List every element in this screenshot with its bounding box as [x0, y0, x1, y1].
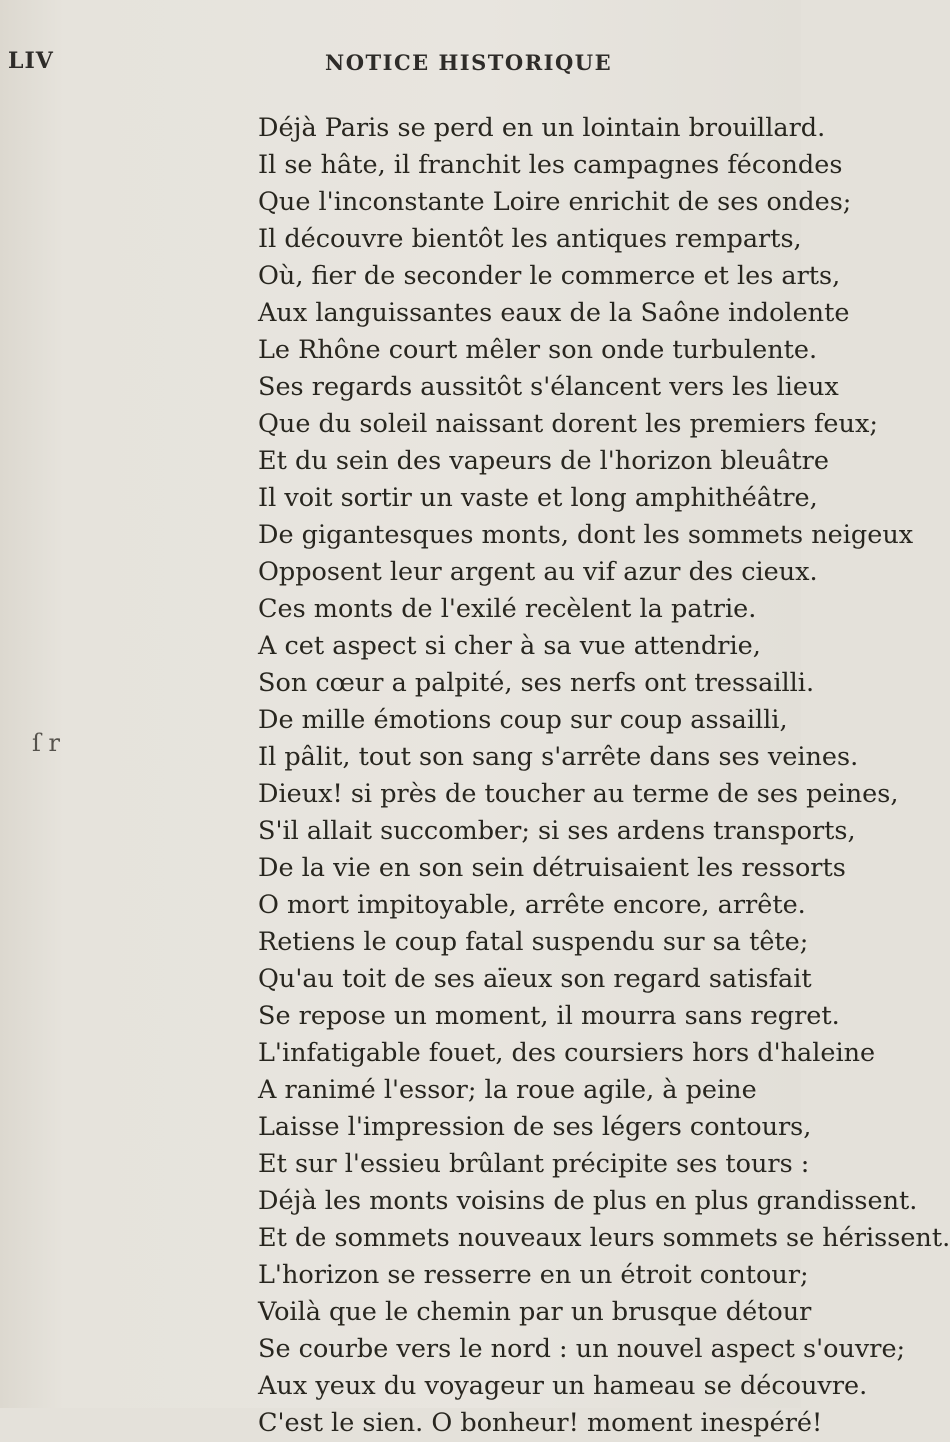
poem-text: [258, 110, 950, 1442]
poem-line: Son cœur a palpité, ses nerfs ont tressailli.: [258, 668, 815, 698]
poem-line: Et de sommets nouveaux leurs sommets se hérissent.: [258, 1223, 950, 1253]
poem-line: Déjà les monts voisins de plus en plus grandissent.: [258, 1186, 918, 1216]
poem-line: S'il allait succomber; si ses ardens transports,: [258, 816, 856, 846]
margin-annotation: ſ r: [32, 729, 60, 757]
poem-line: Opposent leur argent au vif azur des cieux.: [258, 557, 818, 587]
poem-line: Retiens le coup fatal suspendu sur sa tête;: [258, 927, 809, 957]
poem-line: Que l'inconstante Loire enrichit de ses ondes;: [258, 187, 852, 217]
poem-line: De mille émotions coup sur coup assailli,: [258, 705, 788, 735]
poem-line: De la vie en son sein détruisaient les ressorts: [258, 853, 846, 883]
page-number: LIV: [8, 48, 54, 74]
poem-line: Aux languissantes eaux de la Saône indolente: [258, 298, 850, 328]
poem-line: A cet aspect si cher à sa vue attendrie,: [258, 631, 761, 661]
poem-line: L'horizon se resserre en un étroit contour;: [258, 1260, 809, 1290]
poem-line: A ranimé l'essor; la roue agile, à peine: [258, 1075, 757, 1105]
poem-line: Se courbe vers le nord : un nouvel aspect s'ouvre;: [258, 1334, 906, 1364]
poem-line: Le Rhône court mêler son onde turbulente.: [258, 335, 818, 365]
running-head: NOTICE HISTORIQUE: [325, 50, 613, 75]
poem-line: O mort impitoyable, arrête encore, arrête.: [258, 890, 806, 920]
poem-line: Ces monts de l'exilé recèlent la patrie.: [258, 594, 757, 624]
poem-line: Il pâlit, tout son sang s'arrête dans ses veines.: [258, 742, 859, 772]
poem-line: Aux yeux du voyageur un hameau se découvre.: [258, 1371, 868, 1401]
poem-line: De gigantesques monts, dont les sommets neigeux: [258, 520, 914, 550]
poem-line: C'est le sien. O bonheur! moment inespéré!: [258, 1408, 823, 1438]
poem-line: Se repose un moment, il mourra sans regret.: [258, 1001, 840, 1031]
poem-line: Il découvre bientôt les antiques remparts,: [258, 224, 802, 254]
poem-line: Laisse l'impression de ses légers contours,: [258, 1112, 812, 1142]
poem-line: L'infatigable fouet, des coursiers hors d'haleine: [258, 1038, 876, 1068]
poem-line: Voilà que le chemin par un brusque détour: [258, 1297, 812, 1327]
poem-line: Déjà Paris se perd en un lointain brouillard.: [258, 113, 826, 143]
poem-line: Il voit sortir un vaste et long amphithéâtre,: [258, 483, 818, 513]
poem-line: Ses regards aussitôt s'élancent vers les lieux: [258, 372, 839, 402]
poem-line: Et sur l'essieu brûlant précipite ses tours :: [258, 1149, 810, 1179]
poem-line: Que du soleil naissant dorent les premiers feux;: [258, 409, 878, 439]
poem-line: Où, fier de seconder le commerce et les arts,: [258, 261, 841, 291]
poem-line: Qu'au toit de ses aïeux son regard satisfait: [258, 964, 812, 994]
poem-line: Dieux! si près de toucher au terme de ses peines,: [258, 779, 899, 809]
poem-line: Et du sein des vapeurs de l'horizon bleuâtre: [258, 446, 829, 476]
poem-line: Il se hâte, il franchit les campagnes fécondes: [258, 150, 843, 180]
